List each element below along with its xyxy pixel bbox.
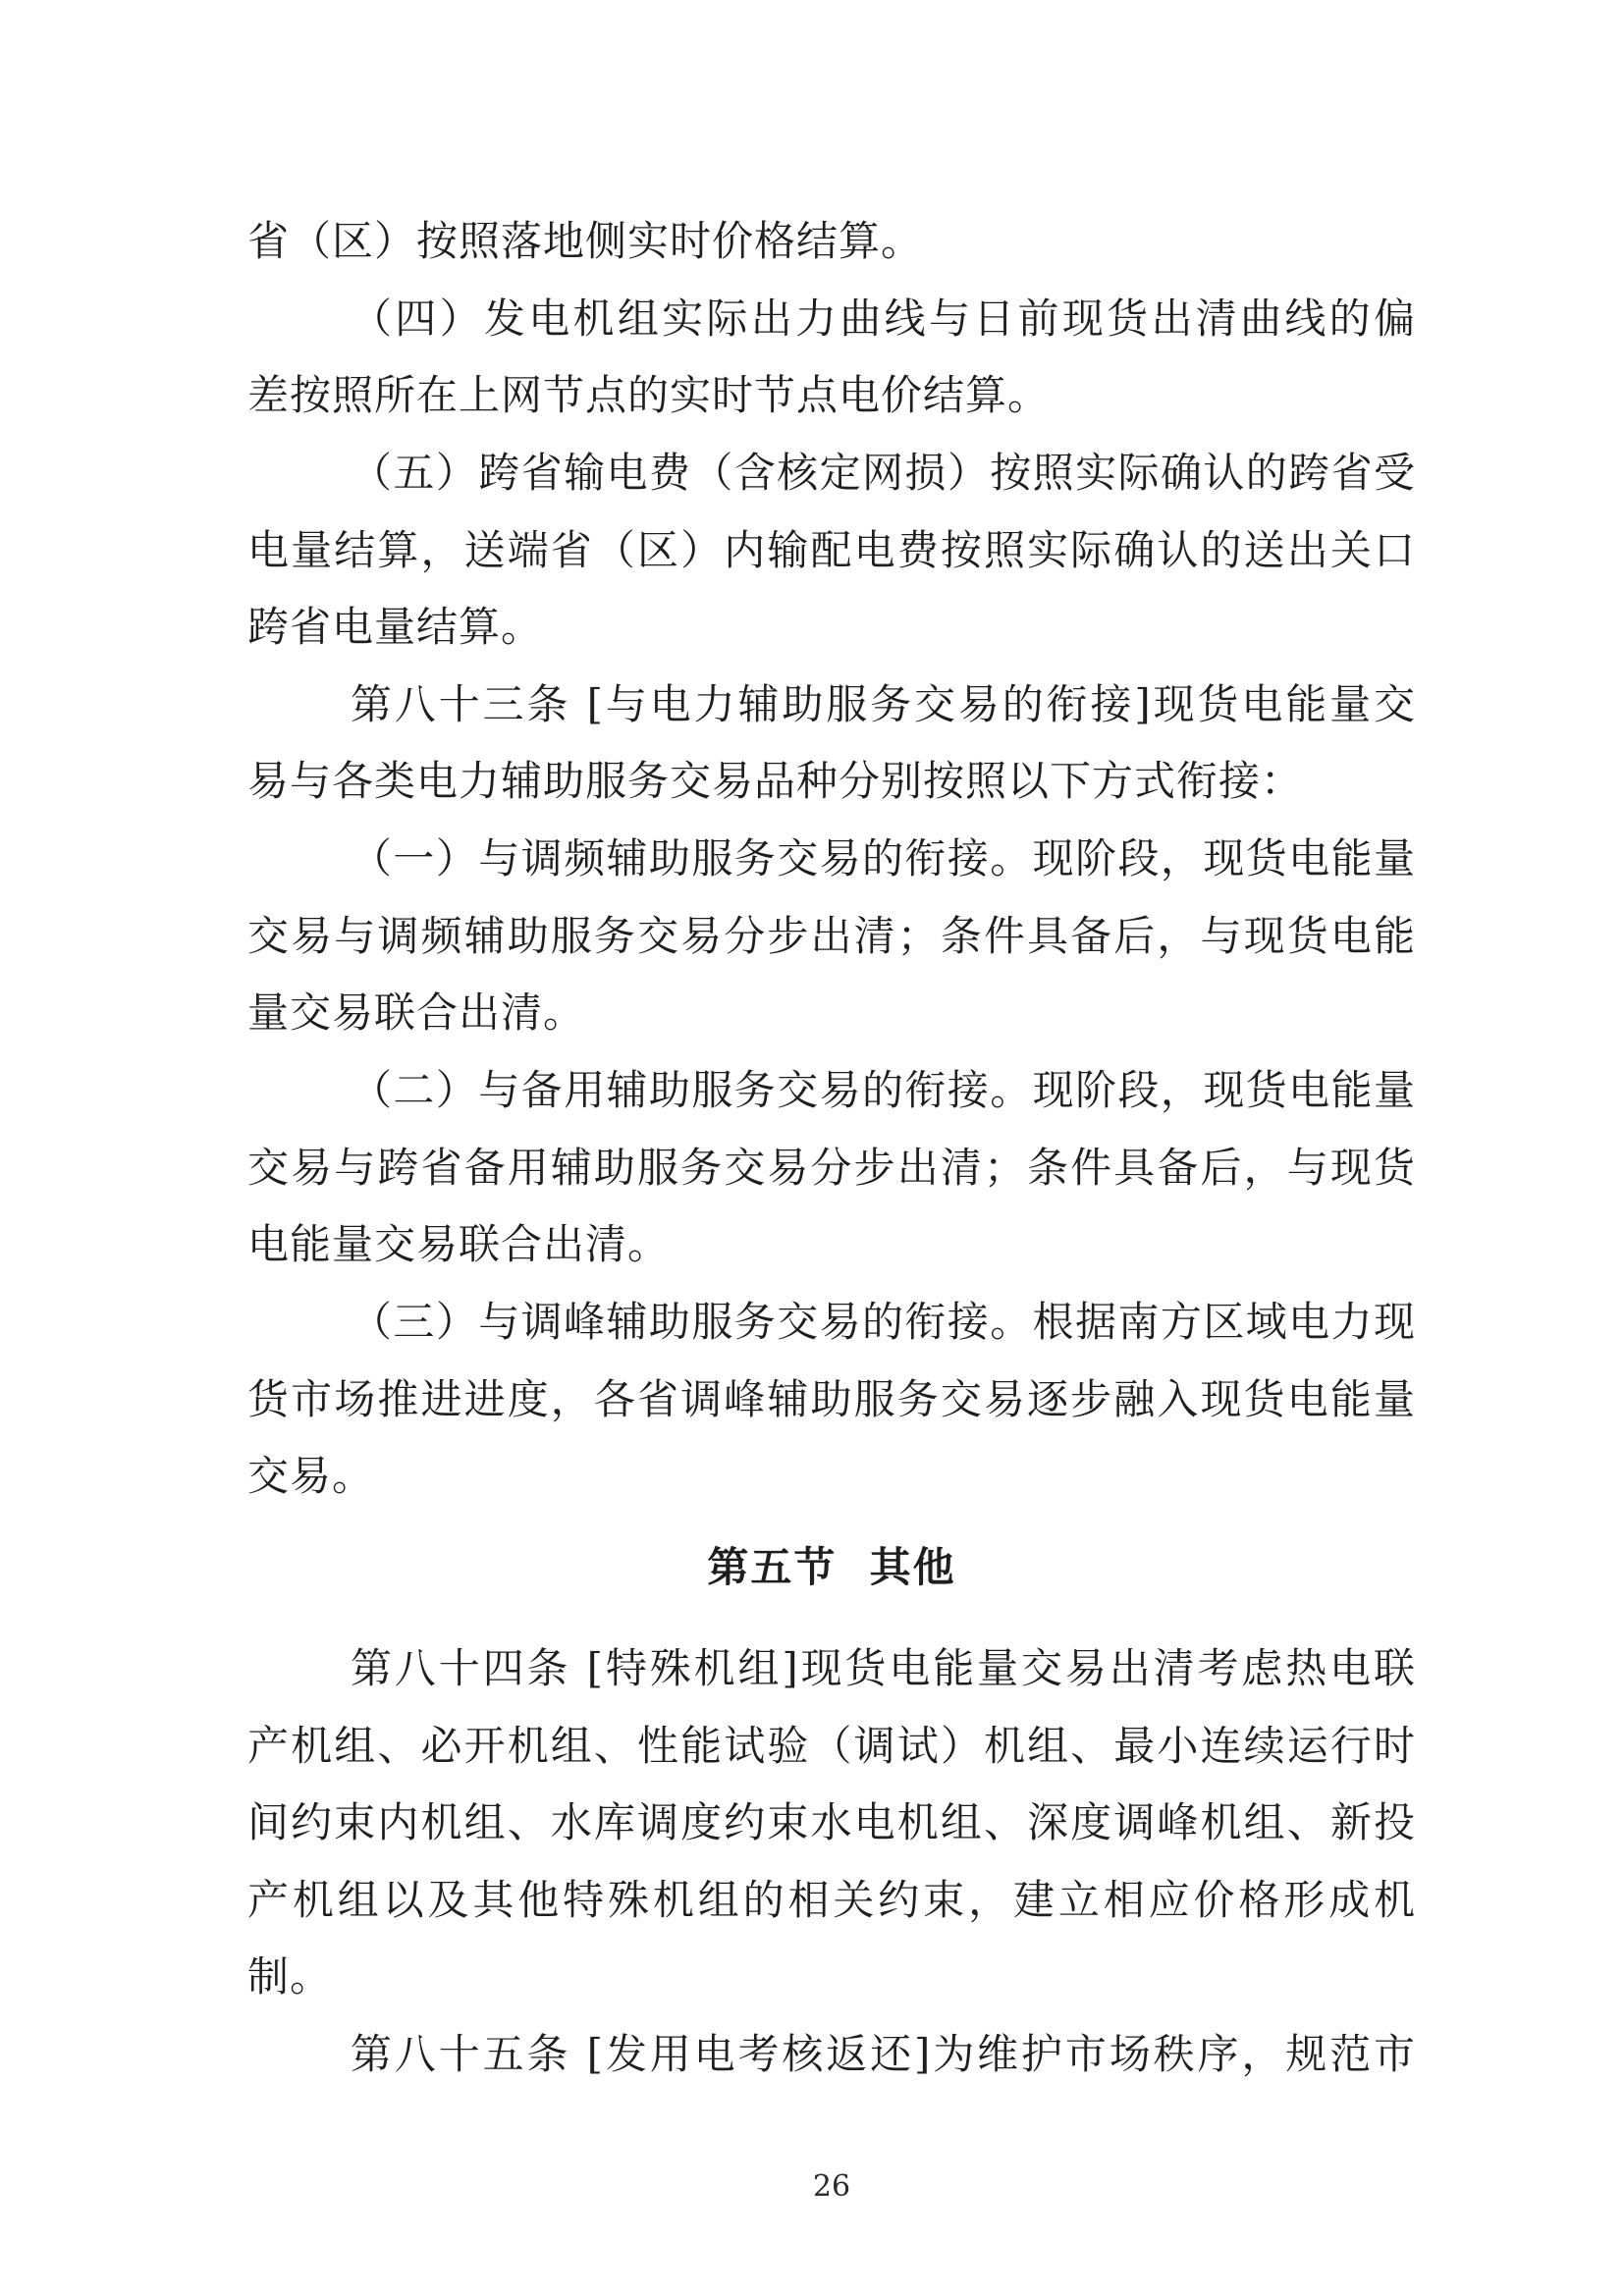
text-line: （五）跨省输电费（含核定网损）按照实际确认的跨省受 xyxy=(351,448,1416,497)
text-line: （三）与调峰辅助服务交易的衔接。根据南方区域电力现 xyxy=(351,1297,1416,1346)
text-line: （二）与备用辅助服务交易的衔接。现阶段，现货电能量 xyxy=(351,1066,1416,1115)
text-line: 制。 xyxy=(247,1952,333,2002)
text-line: 易与各类电力辅助服务交易品种分别按照以下方式衔接： xyxy=(247,757,1304,806)
text-line: 间约束内机组、水库调度约束水电机组、深度调峰机组、新投 xyxy=(247,1798,1416,1847)
text-line: 交易与跨省备用辅助服务交易分步出清；条件具备后，与现货 xyxy=(247,1143,1416,1192)
text-line: 电量结算，送端省（区）内输配电费按照实际确认的送出关口 xyxy=(247,525,1416,574)
article-85 xyxy=(247,2016,1416,2094)
text-line: 货市场推进进度，各省调峰辅助服务交易逐步融入现货电能量 xyxy=(247,1374,1416,1423)
text-line: 第八十五条 [发用电考核返还]为维护市场秩序，规范市 xyxy=(351,2030,1416,2079)
paragraph-continued xyxy=(247,203,1416,281)
text-line: 跨省电量结算。 xyxy=(247,603,544,652)
text-line: 量交易联合出清。 xyxy=(247,988,586,1038)
text-line: 产机组、必开机组、性能试验（调试）机组、最小连续运行时 xyxy=(247,1721,1416,1770)
text-line: 交易。 xyxy=(247,1452,375,1501)
page-number: 26 xyxy=(812,2169,851,2204)
article-83 xyxy=(247,667,1416,821)
text-line: （一）与调频辅助服务交易的衔接。现阶段，现货电能量 xyxy=(351,834,1416,883)
text-line: 电能量交易联合出清。 xyxy=(247,1220,671,1269)
text-line: 产机组以及其他特殊机组的相关约束，建立相应价格形成机 xyxy=(247,1875,1416,1924)
text-line: 第八十四条 [特殊机组]现货电能量交易出清考虑热电联 xyxy=(351,1643,1416,1692)
text-line: 差按照所在上网节点的实时节点电价结算。 xyxy=(247,371,1051,420)
text-line: 交易与调频辅助服务交易分步出清；条件具备后，与现货电能 xyxy=(247,911,1416,960)
article-84 xyxy=(247,1630,1416,2016)
text-line: 第八十三条 [与电力辅助服务交易的衔接]现货电能量交 xyxy=(351,679,1416,728)
article-83-item-3 xyxy=(247,1284,1416,1516)
section-heading: 第五节 其他 xyxy=(707,1542,956,1591)
text-line: （四）发电机组实际出力曲线与日前现货出清曲线的偏 xyxy=(351,294,1416,343)
paragraph-item-4 xyxy=(247,281,1416,435)
article-83-item-1 xyxy=(247,821,1416,1052)
text-column xyxy=(247,203,1416,2094)
paragraph-item-5 xyxy=(247,435,1416,667)
article-83-item-2 xyxy=(247,1052,1416,1284)
text-line: 省（区）按照落地侧实时价格结算。 xyxy=(247,217,924,265)
